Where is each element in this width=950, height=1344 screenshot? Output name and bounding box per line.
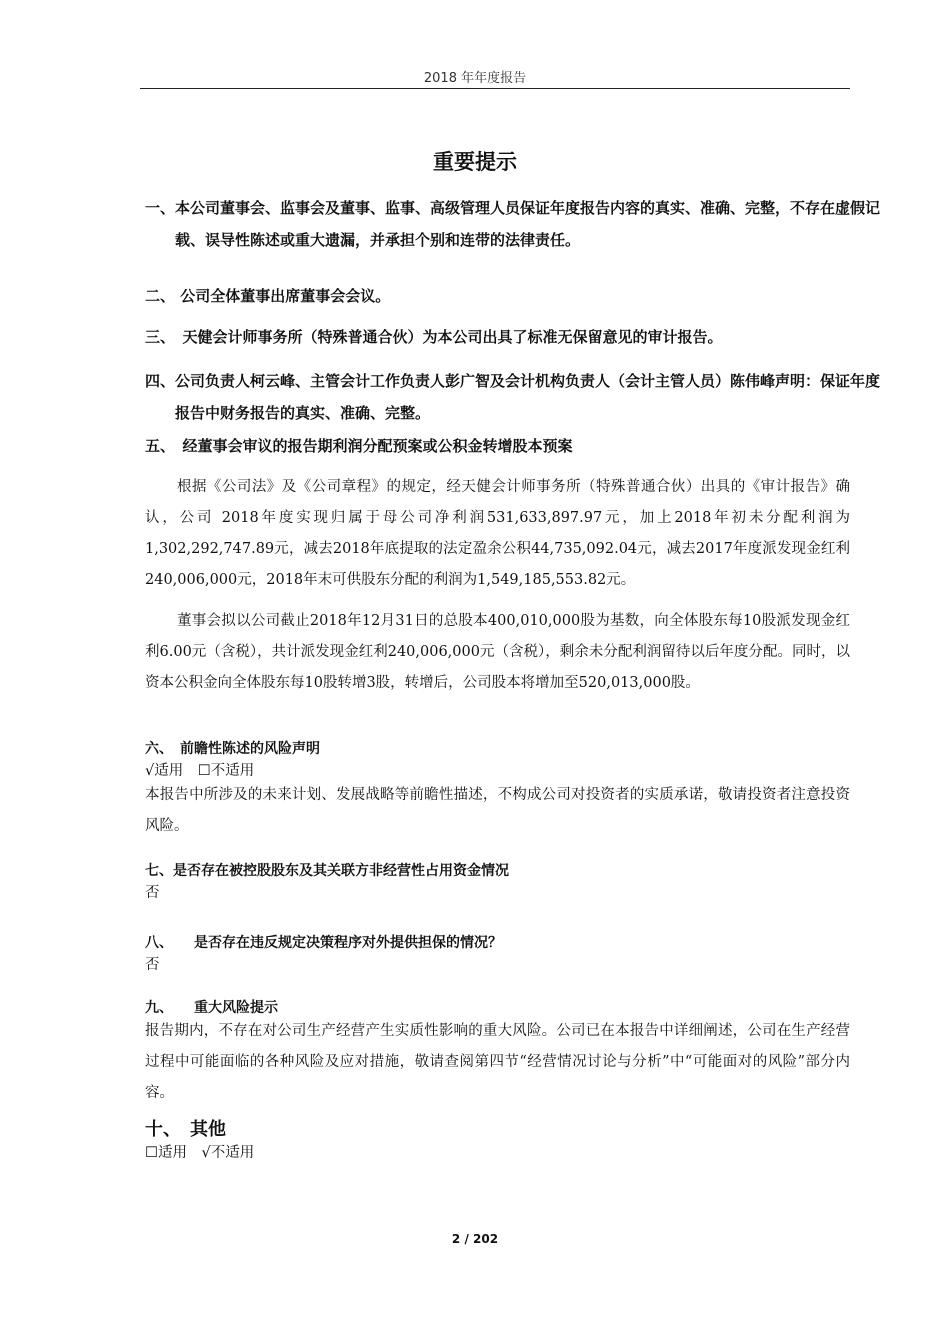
- section-6-body: 本报告中所涉及的未来计划、发展战略等前瞻性描述，不构成公司对投资者的实质承诺，敬请投资者注意投资风险。: [145, 787, 850, 834]
- section-5-paragraph-1: 根据《公司法》及《公司章程》的规定，经天健会计师事务所（特殊普通合伙）出具的《审计报告》确认，公司 2018年度实现归属于母公司净利润531,633,897.97元，加上2018年初未分配利润为1,302,292,747.89元，减去2018年底提取的法定盈余公积44,735,092.04元，减去2017年度派发现金红利240,006,000元，2018年末可供股东分配的利润为1,549,185,553.82元。: [145, 479, 850, 588]
- running-header: 2018 年年度报告: [423, 71, 527, 86]
- section-7-heading: 七、是否存在被控股股东及其关联方非经营性占用资金情况: [145, 863, 509, 879]
- section-9-heading: 九、 重大风险提示: [145, 1000, 278, 1016]
- section-4: 四、公司负责人柯云峰、主管会计工作负责人彭广智及会计机构负责人（会计主管人员）陈伟峰声明：保证年度报告中财务报告的真实、准确、完整。: [145, 372, 881, 422]
- section-2: 二、 公司全体董事出席董事会会议。: [145, 287, 391, 305]
- section-6-heading: 六、 前瞻性陈述的风险声明: [145, 741, 320, 757]
- section-1: 一、本公司董事会、监事会及董事、监事、高级管理人员保证年度报告内容的真实、准确、完整，不存在虚假记载、误导性陈述或重大遗漏，并承担个别和连带的法律责任。: [145, 199, 881, 249]
- page-number: 2 / 202: [451, 1232, 499, 1246]
- section-3: 三、 天健会计师事务所（特殊普通合伙）为本公司出具了标准无保留意见的审计报告。: [145, 328, 723, 346]
- section-10-heading: 十、 其他: [145, 1119, 226, 1140]
- page-title: 重要提示: [433, 150, 517, 174]
- section-9-body: 报告期内，不存在对公司生产经营产生实质性影响的重大风险。公司已在本报告中详细阐述，公司在生产经营过程中可能面临的各种风险及应对措施，敬请查阅第四节“经营情况讨论与分析”中“可能面对的风险”部分内容。: [145, 1023, 850, 1101]
- section-5-paragraph-2: 董事会拟以公司截止2018年12月31日的总股本400,010,000股为基数，向全体股东每10股派发现金红利6.00元（含税），共计派发现金红利240,006,000元（含税），剩余未分配利润留待以后年度分配。同时，以资本公积金向全体股东每10股转增3股，转增后，公司股本将增加至520,013,000股。: [145, 613, 850, 691]
- header-rule: [140, 88, 850, 89]
- section-6-options: √适用 ☐不适用: [145, 763, 255, 779]
- section-8-heading: 八、 是否存在违反规定决策程序对外提供担保的情况？: [145, 935, 502, 951]
- section-10-options: ☐适用 √不适用: [145, 1145, 255, 1161]
- section-5-heading: 五、 经董事会审议的报告期利润分配预案或公积金转增股本预案: [145, 437, 573, 455]
- section-8-answer: 否: [145, 957, 160, 973]
- section-7-answer: 否: [145, 885, 160, 901]
